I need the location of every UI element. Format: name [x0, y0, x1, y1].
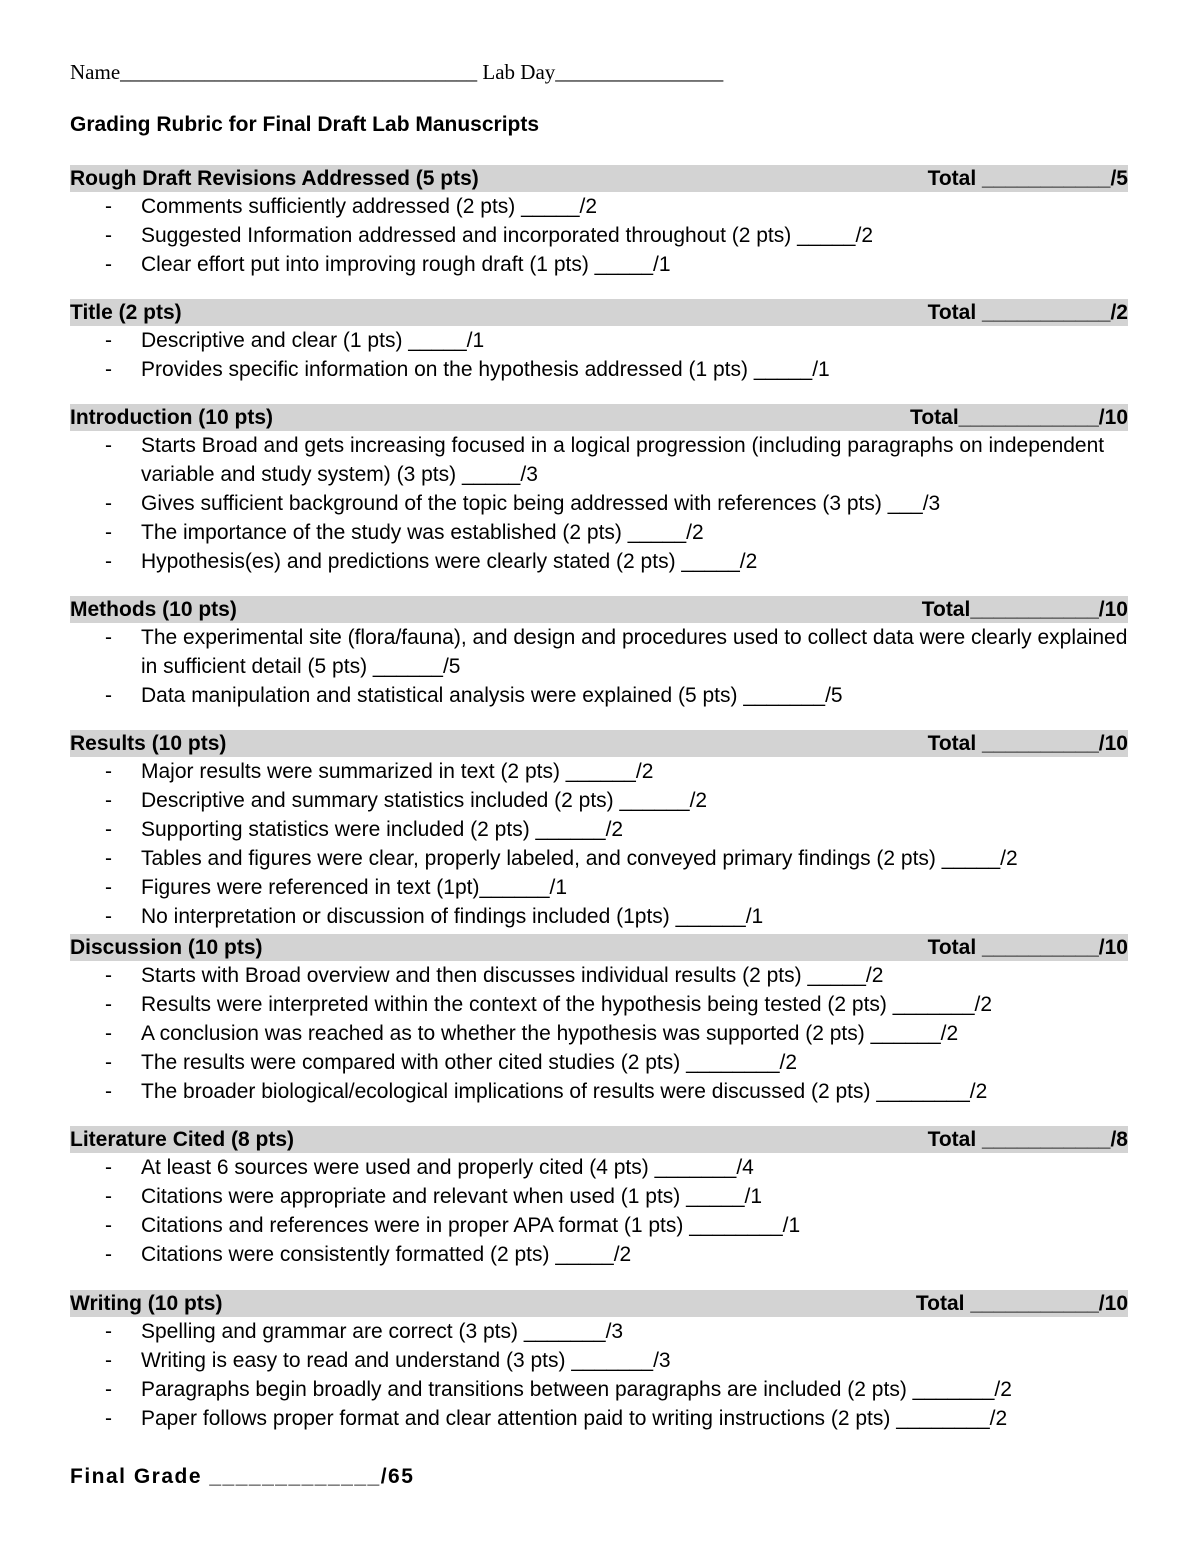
- item-text: Paper follows proper format and clear attention paid to writing instructions (2 pts) ________/2: [141, 1407, 1008, 1430]
- page-title: Grading Rubric for Final Draft Lab Manuscripts: [70, 113, 540, 136]
- section-title: Methods (10 pts): [70, 598, 237, 621]
- bullet-dash: -: [105, 195, 112, 218]
- bullet-dash: -: [105, 1051, 112, 1074]
- item-text: Citations were appropriate and relevant when used (1 pts) _____/1: [141, 1185, 763, 1208]
- rubric-item: [70, 873, 1128, 902]
- bullet-dash: -: [105, 358, 112, 381]
- bullet-dash: -: [105, 329, 112, 352]
- bullet-dash: -: [105, 876, 112, 899]
- name-labday-line: Name__________________________________ Lab Day________________: [70, 60, 724, 84]
- bullet-dash: -: [105, 1185, 112, 1208]
- rubric-item: [70, 192, 1128, 221]
- section-total: Total ___________/2: [927, 301, 1128, 324]
- item-text: Citations were consistently formatted (2 pts) _____/2: [141, 1243, 632, 1266]
- section-title: Discussion (10 pts): [70, 936, 263, 959]
- rubric-item: [70, 1375, 1128, 1404]
- item-text: Comments sufficiently addressed (2 pts) _____/2: [141, 195, 598, 218]
- section-header: [70, 596, 1128, 623]
- rubric-item: [70, 431, 1128, 489]
- section-header: [70, 934, 1128, 961]
- bullet-dash: -: [105, 224, 112, 247]
- item-text: Hypothesis(es) and predictions were clearly stated (2 pts) _____/2: [141, 550, 758, 573]
- item-text: Figures were referenced in text (1pt)______/1: [141, 876, 568, 899]
- rubric-item: [70, 1240, 1128, 1269]
- rubric-item: [70, 786, 1128, 815]
- bullet-dash: -: [105, 1378, 112, 1401]
- rubric-item: [70, 518, 1128, 547]
- rubric-item: [70, 1317, 1128, 1346]
- item-text: Writing is easy to read and understand (3 pts) _______/3: [141, 1349, 671, 1372]
- bullet-dash: -: [105, 626, 112, 649]
- section-discussion: [70, 934, 1128, 1106]
- bullet-dash: -: [105, 905, 112, 928]
- rubric-item: [70, 1153, 1128, 1182]
- rubric-item: [70, 757, 1128, 786]
- item-text: Clear effort put into improving rough draft (1 pts) _____/1: [141, 253, 671, 276]
- item-text: Provides specific information on the hypothesis addressed (1 pts) _____/1: [141, 358, 830, 381]
- rubric-item: [70, 489, 1128, 518]
- bullet-dash: -: [105, 789, 112, 812]
- section-title: Writing (10 pts): [70, 1292, 223, 1315]
- rubric-item: [70, 250, 1128, 279]
- section-results: [70, 730, 1128, 931]
- section-total: Total __________/10: [927, 936, 1128, 959]
- final-grade: Final Grade _____________/65: [70, 1465, 415, 1488]
- rubric-item: [70, 1346, 1128, 1375]
- rubric-item: [70, 623, 1128, 681]
- section-methods: [70, 596, 1128, 710]
- section-total: Total ___________/5: [927, 167, 1128, 190]
- item-text: A conclusion was reached as to whether the hypothesis was supported (2 pts) ______/2: [141, 1022, 959, 1045]
- bullet-dash: -: [105, 1407, 112, 1430]
- rubric-item: [70, 1077, 1128, 1106]
- item-text: Major results were summarized in text (2 pts) ______/2: [141, 760, 654, 783]
- bullet-dash: -: [105, 253, 112, 276]
- section-title: Title (2 pts): [70, 301, 182, 324]
- section-header: [70, 404, 1128, 431]
- section-literature-cited: [70, 1126, 1128, 1269]
- section-header: [70, 1126, 1128, 1153]
- bullet-dash: -: [105, 1349, 112, 1372]
- rubric-item: [70, 990, 1128, 1019]
- bullet-dash: -: [105, 818, 112, 841]
- bullet-dash: -: [105, 760, 112, 783]
- item-text: The importance of the study was established (2 pts) _____/2: [141, 521, 704, 544]
- bullet-dash: -: [105, 1243, 112, 1266]
- item-text: Citations and references were in proper APA format (1 pts) ________/1: [141, 1214, 801, 1237]
- rubric-item: [70, 326, 1128, 355]
- item-text: Suggested Information addressed and incorporated throughout (2 pts) _____/2: [141, 224, 873, 247]
- section-title: Rough Draft Revisions Addressed (5 pts): [70, 167, 479, 190]
- bullet-dash: -: [105, 1214, 112, 1237]
- item-text: Paragraphs begin broadly and transitions between paragraphs are included (2 pts) _______/2: [141, 1378, 1012, 1401]
- bullet-dash: -: [105, 964, 112, 987]
- item-text: Descriptive and clear (1 pts) _____/1: [141, 329, 485, 352]
- bullet-dash: -: [105, 993, 112, 1016]
- bullet-dash: -: [105, 521, 112, 544]
- section-total: Total ___________/8: [927, 1128, 1128, 1151]
- rubric-item: [70, 1019, 1128, 1048]
- rubric-item: [70, 221, 1128, 250]
- item-text: No interpretation or discussion of findings included (1pts) ______/1: [141, 905, 764, 928]
- item-text: Tables and figures were clear, properly labeled, and conveyed primary findings (2 pts) _____/2: [141, 847, 1018, 870]
- section-header: [70, 299, 1128, 326]
- section-title-criteria: [70, 299, 1128, 384]
- bullet-dash: -: [105, 434, 112, 457]
- section-title: Results (10 pts): [70, 732, 227, 755]
- rubric-item: [70, 1182, 1128, 1211]
- item-text: The experimental site (flora/fauna), and design and procedures used to collect data were clearly explained in sufficient detail (5 pts) ______/5: [141, 626, 1128, 678]
- section-title: Literature Cited (8 pts): [70, 1128, 295, 1151]
- section-introduction: [70, 404, 1128, 576]
- rubric-item: [70, 1048, 1128, 1077]
- section-total: Total ___________/10: [915, 1292, 1128, 1315]
- section-header: [70, 1290, 1128, 1317]
- section-writing: [70, 1290, 1128, 1433]
- section-title: Introduction (10 pts): [70, 406, 273, 429]
- rubric-item: [70, 961, 1128, 990]
- bullet-dash: -: [105, 684, 112, 707]
- bullet-dash: -: [105, 1156, 112, 1179]
- rubric-item: [70, 844, 1128, 873]
- section-total: Total___________/10: [921, 598, 1128, 621]
- item-text: Gives sufficient background of the topic being addressed with references (3 pts) ___/3: [141, 492, 941, 515]
- rubric-item: [70, 681, 1128, 710]
- section-header: [70, 730, 1128, 757]
- bullet-dash: -: [105, 1022, 112, 1045]
- rubric-item: [70, 547, 1128, 576]
- section-total: Total __________/10: [927, 732, 1128, 755]
- bullet-dash: -: [105, 492, 112, 515]
- item-text: Data manipulation and statistical analysis were explained (5 pts) _______/5: [141, 684, 843, 707]
- section-total: Total____________/10: [910, 406, 1128, 429]
- bullet-dash: -: [105, 1080, 112, 1103]
- item-text: Descriptive and summary statistics included (2 pts) ______/2: [141, 789, 708, 812]
- rubric-item: [70, 355, 1128, 384]
- bullet-dash: -: [105, 1320, 112, 1343]
- bullet-dash: -: [105, 550, 112, 573]
- bullet-dash: -: [105, 847, 112, 870]
- item-text: The results were compared with other cited studies (2 pts) ________/2: [141, 1051, 798, 1074]
- item-text: The broader biological/ecological implications of results were discussed (2 pts) ________/2: [141, 1080, 988, 1103]
- item-text: Supporting statistics were included (2 pts) ______/2: [141, 818, 624, 841]
- section-rough-draft: [70, 165, 1128, 279]
- rubric-item: [70, 1404, 1128, 1433]
- item-text: Starts Broad and gets increasing focused in a logical progression (including paragraphs on independent variable and study system) (3 pts) _____/3: [141, 434, 1105, 486]
- item-text: At least 6 sources were used and properly cited (4 pts) _______/4: [141, 1156, 754, 1179]
- item-text: Starts with Broad overview and then discusses individual results (2 pts) _____/2: [141, 964, 884, 987]
- rubric-item: [70, 815, 1128, 844]
- rubric-item: [70, 1211, 1128, 1240]
- item-text: Results were interpreted within the context of the hypothesis being tested (2 pts) _______/2: [141, 993, 993, 1016]
- section-header: [70, 165, 1128, 192]
- item-text: Spelling and grammar are correct (3 pts) _______/3: [141, 1320, 624, 1343]
- rubric-item: [70, 902, 1128, 931]
